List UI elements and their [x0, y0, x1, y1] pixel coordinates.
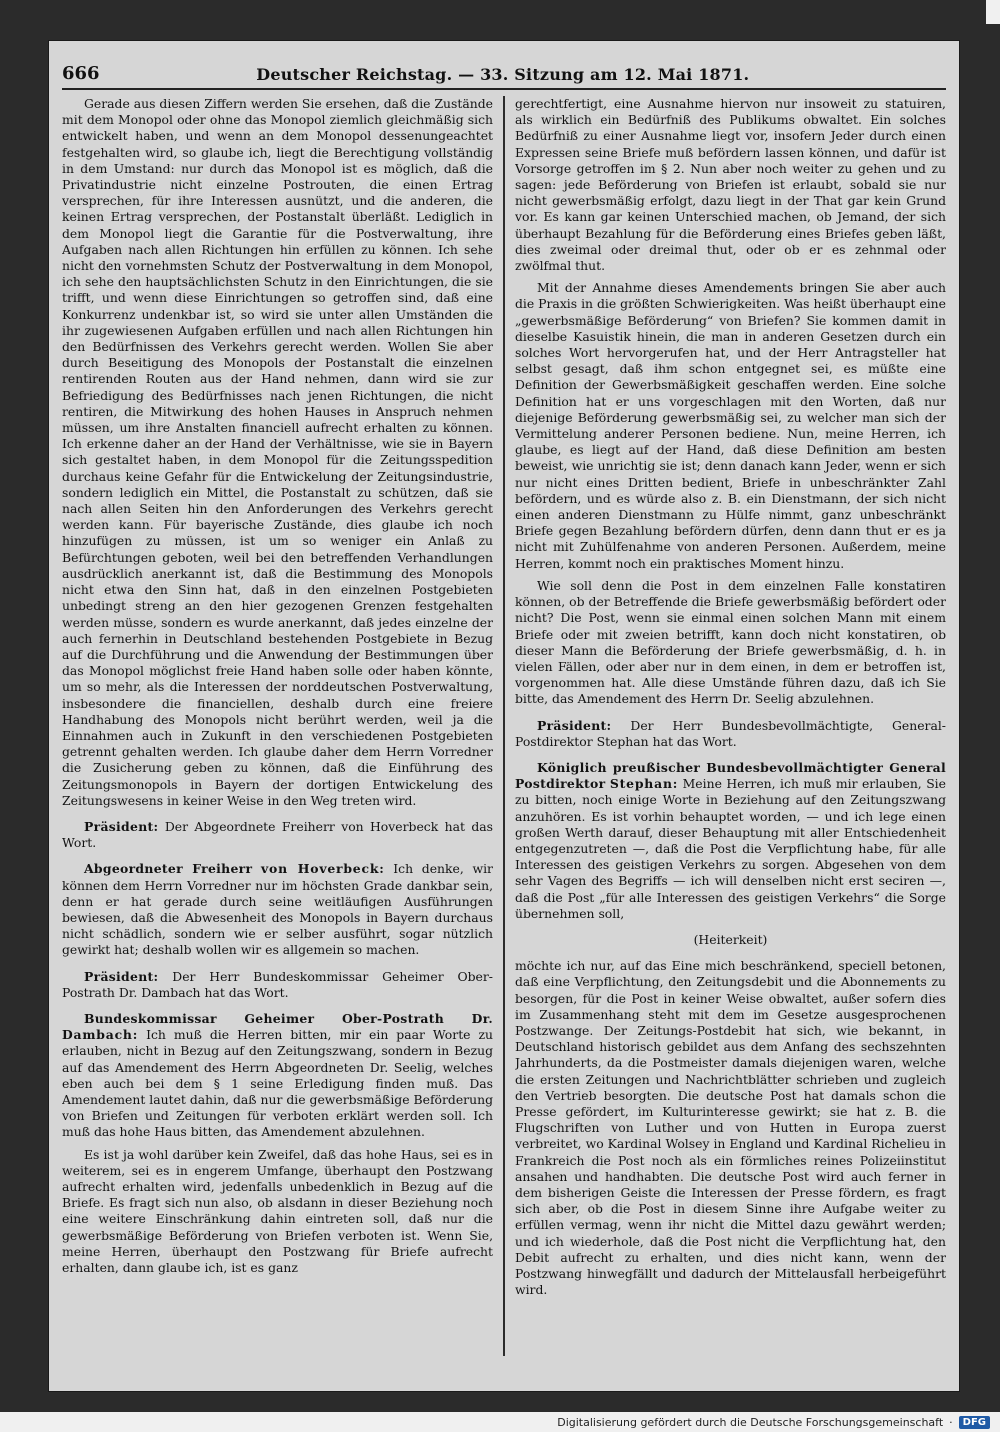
paragraph-text: möchte ich nur, auf das Eine mich beschränkend, speciell betonen, daß eine Verpflichtung, den Zeitungsdebit und die Abonnements zu besorgen, für die Post in keiner Weise obwaltet, außer sofern dies im Zusammenhang steht mit dem im Gesetze ausgesprochenen Postzwange. Der Zeitungs-Postdebit hat sich, wie bekannt, in Deutschland historisch gebildet aus dem Anfang des sechszehnten Jahrhunderts, da die Postmeister damals diejenigen waren, welche die ersten Zeitungen und Nachrichtblätter schrieben und zugleich den Vertrieb besorgten. Die deutsche Post hat damals schon die Presse gefördert, im Kulturinteresse gewirkt; sie hat z. B. die Flugschriften von Luther und von Hutten in Europa zuerst verbreitet, wo Kardinal Wolsey in England und Kardinal Richelieu in Frankreich die Post noch als ein förmliches reines Polizeiinstitut ansahen und handhabten. Die deutsche Post wird auch ferner in dem bisherigen Geiste die Interessen der Presse fördern, es fragt sich aber, ob die Post in diesem Sinne ihre Aufgabe weiter zu erfüllen vermag, wenn ihr nicht die Mittel dazu gewährt werden; und ich wiederhole, daß die Post nicht die Verpflichtung hat, den Debit aufrecht zu erhalten, und dies nicht kann, wenn der Postzwang hinwegfällt und dadurch der Mittelausfall herbeigeführt wird.: [514, 958, 946, 1298]
speaker-name: Dambach:: [62, 1027, 139, 1043]
speaker-role: Königlich preußischer Bundesbevollmächtigter General Postdirektor: [514, 759, 946, 792]
page-header: [62, 54, 946, 90]
running-head: Deutscher Reichstag. — 33. Sitzung am 12. Mai 1871.: [256, 65, 750, 84]
paragraph-text: Es ist ja wohl darüber kein Zweifel, daß das hohe Haus, sei es in weiterem, sei es in engerem Umfange, überhaupt den Postzwang aufrecht erhalten wird, jedenfalls unbedenklich in Bezug auf die Briefe. Es fragt sich nun also, ob alsdann in dieser Beziehung noch eine weitere Einschränkung dahin eintreten soll, daß nur die gewerbsmäßige Beförderung von Briefen verboten ist. Wenn Sie, meine Herren, überhaupt den Postzwang für Briefe aufrecht erhalten, dann glaube ich, ist es ganz: [62, 1146, 494, 1276]
paragraph: [62, 96, 493, 809]
right-column: [515, 96, 946, 1356]
dfg-logo: DFG: [959, 1416, 990, 1429]
speaker-role: Präsident:: [536, 717, 612, 733]
page-number: 666: [62, 63, 100, 84]
paragraph-text: Gerade aus diesen Ziffern werden Sie ersehen, daß die Zustände mit dem Monopol oder ohne das Monopol ziemlich gleichmäßig sich entwickelt haben, und wenn an dem Monopol dessenungeachtet festgehalten wird, so glaube ich, liegt die Berechtigung vollständig in dem Umstand: nur durch das Monopol ist es möglich, daß die Privatindustrie nicht einzelne Postrouten, die einen Ertrag versprechen, für ihre Interessen ausnützt, und die anderen, die keinen Ertrag versprechen, der Postanstalt überläßt. Lediglich in dem Monopol liegt die Garantie für die Postverwaltung, ihre Aufgaben nach allen Richtungen hin erfüllen zu können. Ich sehe nicht den vornehmsten Schutz der Postverwaltung in dem Monopol, ich sehe den hauptsächlichsten Schutz in den Einrichtungen, die sie trifft, und wenn diese Einrichtungen so getroffen sind, daß eine Konkurrenz undenkbar ist, so wird sie unter allen Umständen die ihr zugewiesenen Aufgaben erfüllen und nach allen Richtungen hin den Bedürfnissen des Verkehrs gerecht werden. Wollen Sie aber durch Beseitigung des Monopols der Postanstalt die einzelnen rentirenden Routen aus der Hand nehmen, dann wird sie zur Befriedigung des Bedürfnisses nach jenen Richtungen, die nicht rentiren, die Mitwirkung des hohen Hauses in Anspruch nehmen müssen, um ihre Anstalten financiell aufrecht erhalten zu können. Ich erkenne daher an der Hand der Verhältnisse, wie sie in Bayern sich gestaltet haben, in dem Monopol für die Zeitungsspedition durchaus keine Gefahr für die Entwickelung der Zeitungsindustrie, sondern lediglich ein Mittel, die Postanstalt zu schützen, daß sie nach allen Seiten hin den Anforderungen des Verkehrs gerecht werden kann. Für bayerische Zustände, dies glaube ich noch hinzufügen zu müssen, ist um so weniger ein Anlaß zu Befürchtungen geboten, weil bei den betreffenden Verhandlungen ausdrücklich anerkannt ist, daß die Bestimmung des Monopols nicht etwa den Sinn hat, daß in den einzelnen Postgebieten unbedingt streng an den hier gezogenen Grenzen festgehalten werden müsse, sondern es wurde anerkannt, daß jedes einzelne der auch fernerhin in Deutschland bestehenden Postgebiete in Bezug auf die Durchführung und die Anwendung der Bestimmungen über das Monopol möglichst freie Hand haben solle oder haben könnte, um so mehr, als die Interessen der norddeutschen Postverwaltung, insbesondere die financiellen, deshalb durch eine freiere Handhabung des Monopols nicht berührt werden, weil ja die Einnahmen auch in Zukunft in den verschiedenen Postgebieten getrennt gehalten werden. Ich glaube daher dem Herrn Vorredner die Zusicherung geben zu können, daß die Einführung des Zeitungsmonopols in Bayern der dortigen Entwickelung des Zeitungswesens in keiner Weise in den Weg treten wird.: [62, 96, 494, 808]
column-divider: [503, 96, 505, 1356]
digitization-credit: Digitalisierung gefördert durch die Deutsche Forschungsgemeinschaft: [557, 1415, 944, 1429]
speaker-role: Präsident:: [84, 818, 159, 834]
paragraph: [515, 578, 946, 708]
interjection: (Heiterkeit): [693, 931, 768, 947]
speaker-role: Präsident:: [84, 968, 159, 984]
separator-dot: ·: [949, 1415, 953, 1429]
document-page: [48, 40, 960, 1392]
speaker-role: Bundeskommissar Geheimer Ober-Postrath Dr.: [84, 1010, 494, 1026]
speech-text: Ich muß die Herren bitten, mir ein paar Worte zu erlauben, nicht in Bezug auf den Zeitungszwang, sondern in Bezug auf das Amendement des Herrn Abgeordneten Dr. Seelig, welches eben auch bei dem § 1 seine Erledigung finden muß. Das Amendement lautet dahin, daß nur die gewerbsmäßige Beförderung von Briefen und Zeitungen für verboten erklärt werden soll. Ich muß das hohe Haus bitten, das Amendement abzulehnen.: [62, 1027, 494, 1140]
paragraph-text: Mit der Annahme dieses Amendements bringen Sie aber auch die Praxis in die größten Schwierigkeiten. Was heißt überhaupt eine „gewerbsmäßige Beförderung“ von Briefen? Sie kommen damit in dieselbe Kasuistik hinein, die man in anderen Gesetzen durch ein solches Wort hervorgerufen hat, und der Herr Antragsteller hat selbst gesagt, daß ihm schon entgegnet sei, es müßte eine Definition der Gewerbsmäßigkeit geschaffen werden. Eine solche Definition hat er uns vorgeschlagen mit den Worten, daß nur diejenige Beförderung gewerbsmäßig sei, zu welcher man sich der Vermittelung anderer Personen bediene. Nun, meine Herren, ich glaube, es liegt auf der Hand, daß diese Definition am besten beweist, wie unrichtig sie ist; denn danach kann Jeder, wenn er sich nur nicht eines Dritten bedient, Briefe in unbeschränkter Zahl befördern, und es würde also z. B. ein Dienstmann, der sich nicht einen anderen Dienstmann zu Hülfe nimmt, ganz unbeschränkt Briefe gegen Bezahlung befördern dürfen, denn dann thut er es ja nicht mit Zuhülfenahme von anderen Personen. Außerdem, meine Herren, kommt noch ein praktisches Moment hinzu.: [514, 280, 946, 571]
paragraph-text: gerechtfertigt, eine Ausnahme hiervon nur insoweit zu statuiren, als wirklich ein Bedürfniß des Publikums obwaltet. Ein solches Bedürfniß zu einer Ausnahme liegt vor, insofern Jeder durch einen Expressen seine Briefe muß befördern lassen können, und dafür ist Vorsorge getroffen im § 2. Nun aber noch weiter zu gehen und zu sagen: jede Beförderung von Briefen ist erlaubt, sobald sie nur nicht gewerbsmäßig erfolgt, dazu liegt in der That gar kein Grund vor. Es kann gar keinen Unterschied machen, ob Jemand, der sich überhaupt Bezahlung für die Beförderung eines Briefes geben läßt, dies zweimal oder dreimal thut, oder ob er es zehnmal oder zwölfmal thut.: [514, 96, 946, 274]
speech-text: Der Abgeordnete Freiherr von Hoverbeck hat das Wort.: [62, 818, 494, 851]
speaker-name: von Hoverbeck:: [261, 861, 385, 877]
speech-paragraph: [62, 861, 493, 958]
speech-paragraph: [62, 1011, 493, 1141]
speaker-role: Abgeordneter Freiherr: [84, 861, 253, 877]
paragraph-text: Wie soll denn die Post in dem einzelnen Falle konstatiren können, ob der Betreffende die Briefe gewerbsmäßig befördert oder nicht? Die Post, wenn sie einmal einen solchen Mann mit einem Briefe oder mit zweien betrifft, kann doch nicht konstatiren, ob dieser Mann die Beförderung der Briefe gewerbsmäßig, d. h. in vielen Fällen, oder aber nur in dem einen, in dem er betroffen ist, vorgenommen hat. Alle diese Umstände führen dazu, daß ich Sie bitte, das Amendement des Herrn Dr. Seelig abzulehnen.: [514, 577, 946, 707]
speech-paragraph: [515, 718, 946, 750]
text-columns: [62, 96, 946, 1356]
speech-text: Der Herr Bundeskommissar Geheimer Ober-Postrath Dr. Dambach hat das Wort.: [62, 968, 493, 1000]
paragraph: [515, 280, 946, 572]
speech-paragraph: [62, 819, 493, 851]
paragraph: [62, 1147, 493, 1277]
footer-strip: [0, 1412, 1000, 1432]
paragraph: [515, 958, 946, 1298]
speech-paragraph: [515, 760, 946, 922]
speech-paragraph: [62, 969, 493, 1001]
scan-corner: [986, 0, 1000, 24]
speaker-name: Stephan:: [609, 776, 679, 792]
paragraph: [515, 96, 946, 274]
left-column: [62, 96, 493, 1356]
speech-text: Der Herr Bundesbevollmächtigte, General-Postdirektor Stephan hat das Wort.: [514, 717, 946, 749]
speech-text: Ich denke, wir können dem Herrn Vorredner nur im höchsten Grade dankbar sein, denn er hat gerade durch seine weitläufigen Ausführungen bewiesen, daß die Abwesenheit des Monopols in Bayern durchaus nicht schädlich, sondern wie er selber ausführt, sogar nützlich gewirkt hat; deshalb wollen wir es allgemein so machen.: [62, 861, 494, 958]
speech-text: Meine Herren, ich muß mir erlauben, Sie zu bitten, noch einige Worte in Beziehung auf den Zeitungszwang anzuhören. Es ist vorhin behauptet worden, — und ich lege einen großen Werth darauf, dieser Behauptung mit aller Entschiedenheit entgegenzutreten —, daß die Post die Verpflichtung habe, für alle Interessen des geistigen Verkehrs zu sorgen. Abgesehen von dem sehr Vagen des Begriffs — ich will denselben nicht erst seciren —, daß die Post „für alle Interessen des geistigen Verkehrs“ die Sorge übernehmen soll,: [514, 776, 946, 921]
